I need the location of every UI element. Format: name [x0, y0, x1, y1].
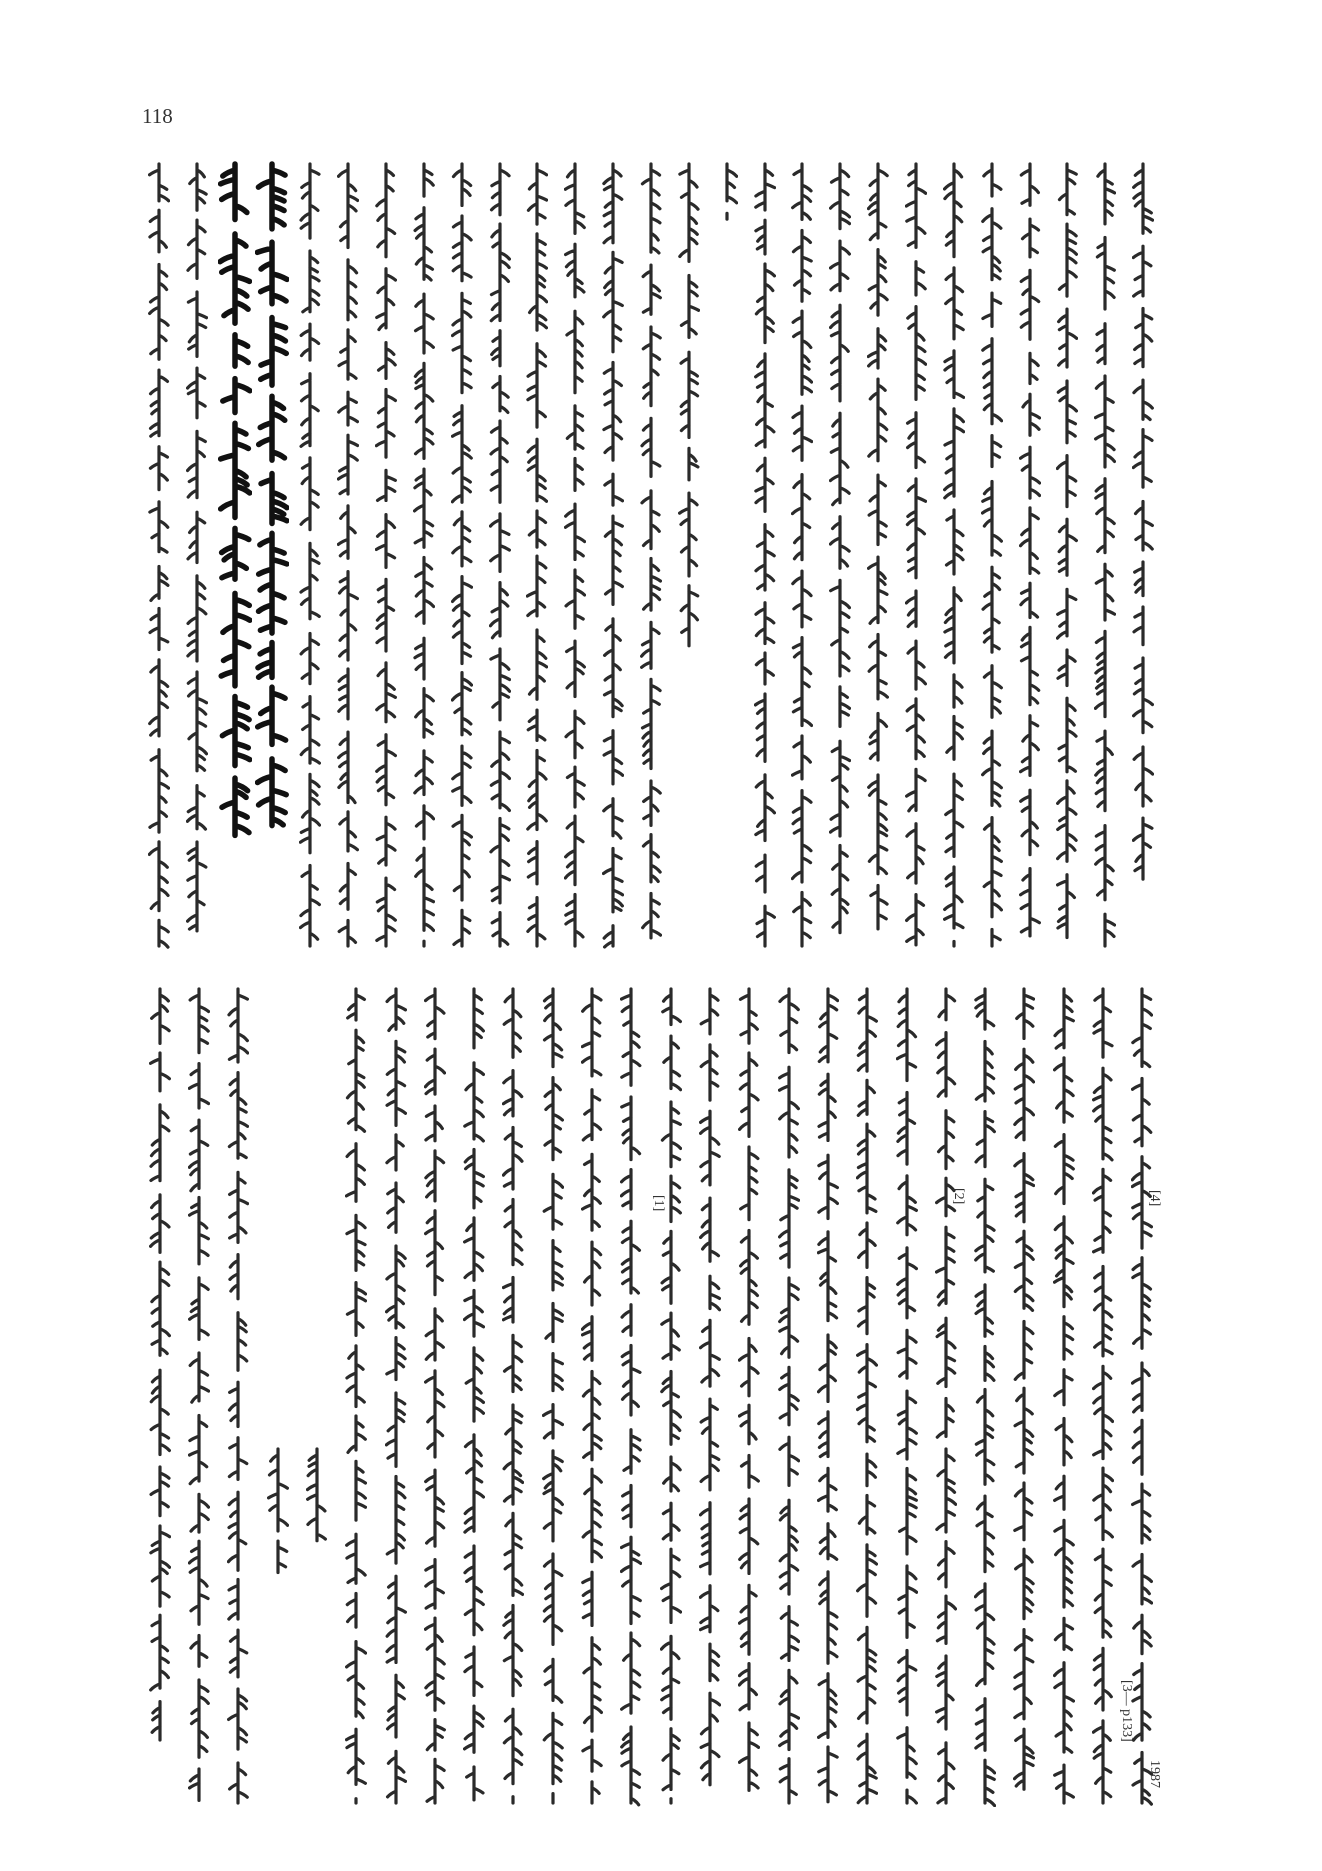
text-column — [660, 985, 682, 1807]
text-column — [602, 160, 624, 950]
text-column — [413, 160, 435, 950]
section-heading-column — [255, 160, 289, 839]
text-column — [1053, 985, 1075, 1807]
text-column — [829, 160, 851, 950]
text-column — [935, 985, 957, 1807]
text-column — [1092, 985, 1114, 1807]
text-column — [1094, 160, 1116, 950]
text-column — [981, 160, 1003, 950]
text-column — [1013, 985, 1035, 1807]
text-column — [856, 985, 878, 1807]
text-column — [267, 1445, 289, 1577]
text-column — [974, 985, 996, 1807]
text-column — [375, 160, 397, 950]
text-column — [542, 985, 564, 1807]
text-column — [345, 985, 367, 1807]
text-column — [943, 160, 965, 950]
text-column — [1056, 160, 1078, 950]
text-column — [502, 985, 524, 1807]
text-column — [699, 985, 721, 1807]
text-column — [620, 985, 642, 1807]
text-column — [738, 985, 760, 1807]
text-column — [1019, 160, 1041, 950]
text-column — [791, 160, 813, 950]
lower-text-block — [140, 985, 1162, 1807]
text-column — [581, 985, 603, 1807]
text-column — [564, 160, 586, 950]
upper-text-block — [140, 160, 1162, 950]
text-column — [526, 160, 548, 950]
text-column — [640, 160, 662, 950]
text-column — [188, 985, 210, 1807]
text-column — [148, 160, 170, 950]
text-column — [716, 160, 738, 223]
text-column — [754, 160, 776, 950]
text-column — [778, 985, 800, 1807]
text-column — [489, 160, 511, 950]
text-column — [463, 985, 485, 1807]
ref-marker-3-p133: [3— p133] — [1119, 1680, 1134, 1742]
ref-marker-4: [4] — [1147, 1190, 1162, 1207]
text-column — [385, 985, 407, 1807]
ref-marker-2: [2] — [951, 1188, 966, 1205]
text-column — [306, 1445, 328, 1560]
text-column — [227, 985, 249, 1807]
text-column — [905, 160, 927, 950]
ref-marker-1: [1] — [651, 1195, 666, 1212]
text-column — [896, 985, 918, 1807]
text-column — [186, 160, 208, 950]
text-column — [817, 985, 839, 1807]
ref-year: 1987 — [1147, 1760, 1162, 1788]
text-column — [451, 160, 473, 950]
text-column — [1131, 985, 1153, 1807]
text-column — [424, 985, 446, 1807]
text-column — [149, 985, 171, 1749]
text-column — [678, 160, 700, 650]
text-column — [299, 160, 321, 950]
page-number: 118 — [142, 104, 173, 128]
section-heading-column — [218, 160, 252, 839]
text-column — [337, 160, 359, 950]
text-column — [867, 160, 889, 950]
text-column — [1132, 160, 1154, 887]
